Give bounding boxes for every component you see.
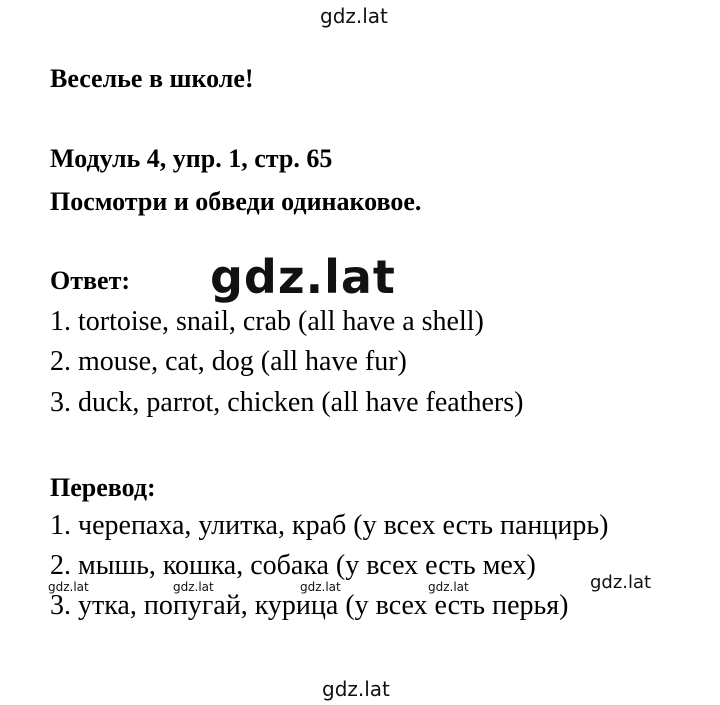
watermark-large: gdz.lat [210,250,396,304]
answer-heading: Ответ: [50,266,131,295]
watermark-small: gdz.lat [173,580,214,594]
task-instruction: Посмотри и обведи одинаковое. [50,187,422,216]
watermark-top: gdz.lat [320,4,388,28]
document-title: Веселье в школе! [50,64,254,93]
answer-item: 2. mouse, cat, dog (all have fur) [50,346,407,377]
translation-item: 2. мышь, кошка, собака (у всех есть мех) [50,550,536,581]
watermark-small: gdz.lat [428,580,469,594]
translation-heading: Перевод: [50,473,156,502]
module-reference: Модуль 4, упр. 1, стр. 65 [50,144,333,173]
translation-item: 3. утка, попугай, курица (у всех есть перья) [50,590,569,621]
answer-item: 1. tortoise, snail, crab (all have a shell) [50,306,484,337]
watermark-bottom: gdz.lat [322,677,390,701]
watermark-small: gdz.lat [590,572,652,593]
translation-item: 1. черепаха, улитка, краб (у всех есть панцирь) [50,510,609,541]
watermark-small: gdz.lat [300,580,341,594]
watermark-small: gdz.lat [48,580,89,594]
answer-item: 3. duck, parrot, chicken (all have feathers) [50,387,524,418]
